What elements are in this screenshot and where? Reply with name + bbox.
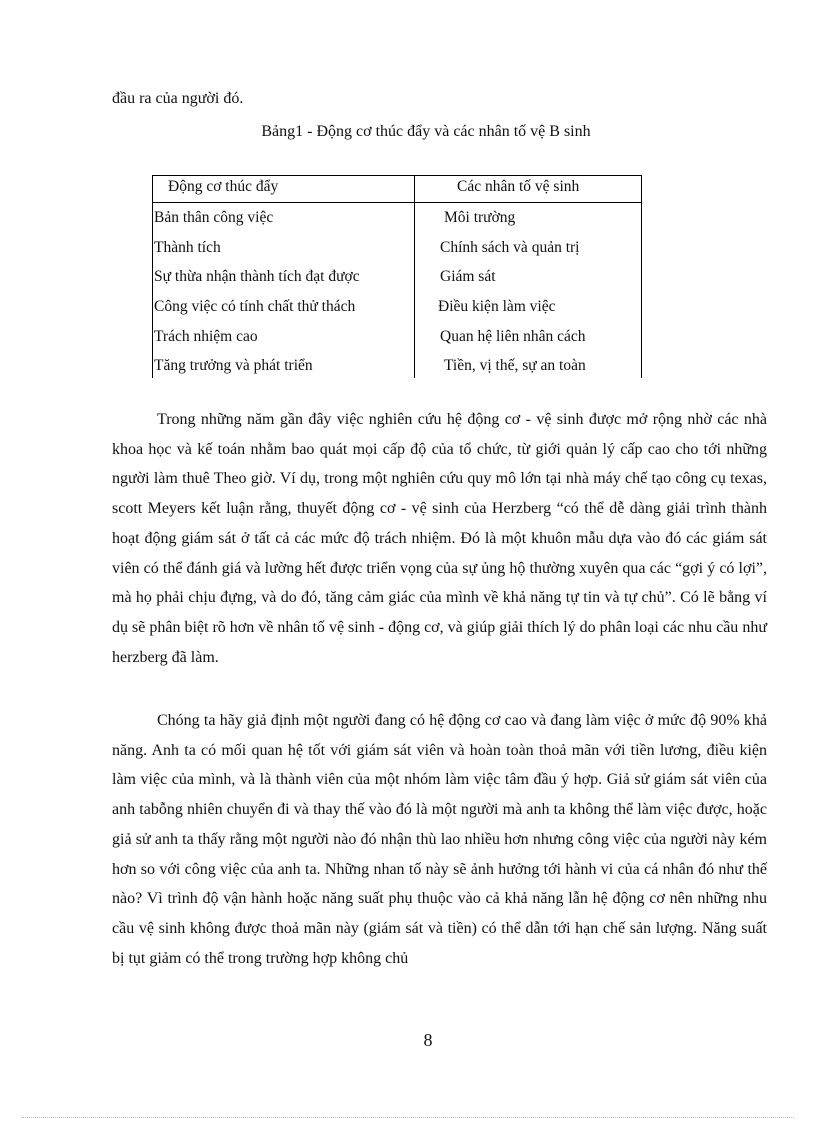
table-cell-hygiene: Quan hệ liên nhân cách [440, 328, 586, 345]
table-cell-motivator: Tăng trưởng và phát triển [154, 357, 313, 374]
body-paragraph: Chóng ta hãy giả định một người đang có hệ động cơ cao và đang làm việc ở mức độ 90% khả năng. Anh ta có mối quan hệ tốt với giám sát viên và hoàn toàn thoả mãn với tiền lương, điều kiện làm việc của mình, và là thành viên của một nhóm làm việc tâm đầu ý hợp. Giả sử giám sát viên của anh tabỗng nhiên chuyển đi và thay thế vào đó là một người mà anh ta không thể làm việc được, hoặc giả sử anh ta thấy rằng một người nào đó nhận thù lao nhiều hơn nhưng công việc của người này kém hơn so với công việc của anh ta. Những nhan tố này sẽ ảnh hưởng tới hành vi của cá nhân đó như thế nào? Vì trình độ vận hành hoặc năng suất phụ thuộc vào cả khả năng lẫn hệ động cơ nên những nhu cầu vệ sinh không được thoả mãn này (giám sát và tiền) có thể dẫn tới hạn chế sản lượng. Năng suất bị tụt giảm có thể trong trường hợp không chủ [112, 712, 767, 967]
table-cell-motivator: Sự thừa nhận thành tích đạt được [154, 268, 360, 285]
table-cell-motivator: Công việc có tính chất thử thách [154, 298, 356, 315]
page-number: 8 [423, 1030, 433, 1050]
table-cell-motivator: Bản thân công việc [154, 209, 274, 226]
table-cell-motivator: Thành tích [154, 239, 221, 256]
table-header-border [152, 202, 642, 203]
page-bottom-rule [22, 1117, 794, 1118]
table-left-border [152, 175, 153, 378]
table-cell-hygiene: Chính sách và quản trị [440, 239, 580, 256]
table-center-border [414, 175, 415, 378]
table-cell-hygiene: Tiền, vị thế, sự an toàn [444, 357, 586, 374]
table-header-motivators: Động cơ thúc đẩy [168, 178, 279, 195]
table-cell-motivator: Trách nhiệm cao [154, 328, 258, 345]
table-header-hygiene: Các nhân tố vệ sinh [457, 178, 580, 195]
body-paragraph: Trong những năm gần đây việc nghiên cứu hệ động cơ - vệ sinh được mở rộng nhờ các nhà khoa học và kế toán nhằm bao quát mọi cấp độ của tổ chức, từ giới quản lý cấp cao cho tới những người làm thuê Theo giờ. Ví dụ, trong một nghiên cứu quy mô lớn tại nhà máy chế tạo công cụ texas, scott Meyers kết luận rằng, thuyết động cơ - vệ sinh của Herzberg “có thể dễ dàng giải trình thành hoạt động giám sát ở tất cả các mức độ trách nhiệm. Đó là một khuôn mẫu dựa vào đó các giám sát viên có thể đánh giá và lường hết được triển vọng của sự ủng hộ thường xuyên qua các “gợi ý có lợi”, mà họ phải chịu đựng, và do đó, tăng cảm giác của mình về khả năng tự tin và tự chủ”. Có lẽ bằng ví dụ sẽ phân biệt rõ hơn về nhân tố vệ sinh - động cơ, và giúp giải thích lý do phân loại các nhu cầu như herzberg đã làm. [112, 411, 767, 666]
table-top-border [152, 175, 642, 176]
table-right-border [641, 175, 642, 378]
continuation-line: đầu ra của người đó. [112, 90, 244, 107]
table-caption: Bảng1 - Động cơ thúc đẩy và các nhân tố vệ B sinh [261, 123, 591, 140]
table-cell-hygiene: Môi trường [444, 209, 516, 226]
comparison-table [152, 175, 642, 378]
table-cell-hygiene: Điều kiện làm việc [438, 298, 556, 315]
table-cell-hygiene: Giám sát [440, 268, 496, 285]
